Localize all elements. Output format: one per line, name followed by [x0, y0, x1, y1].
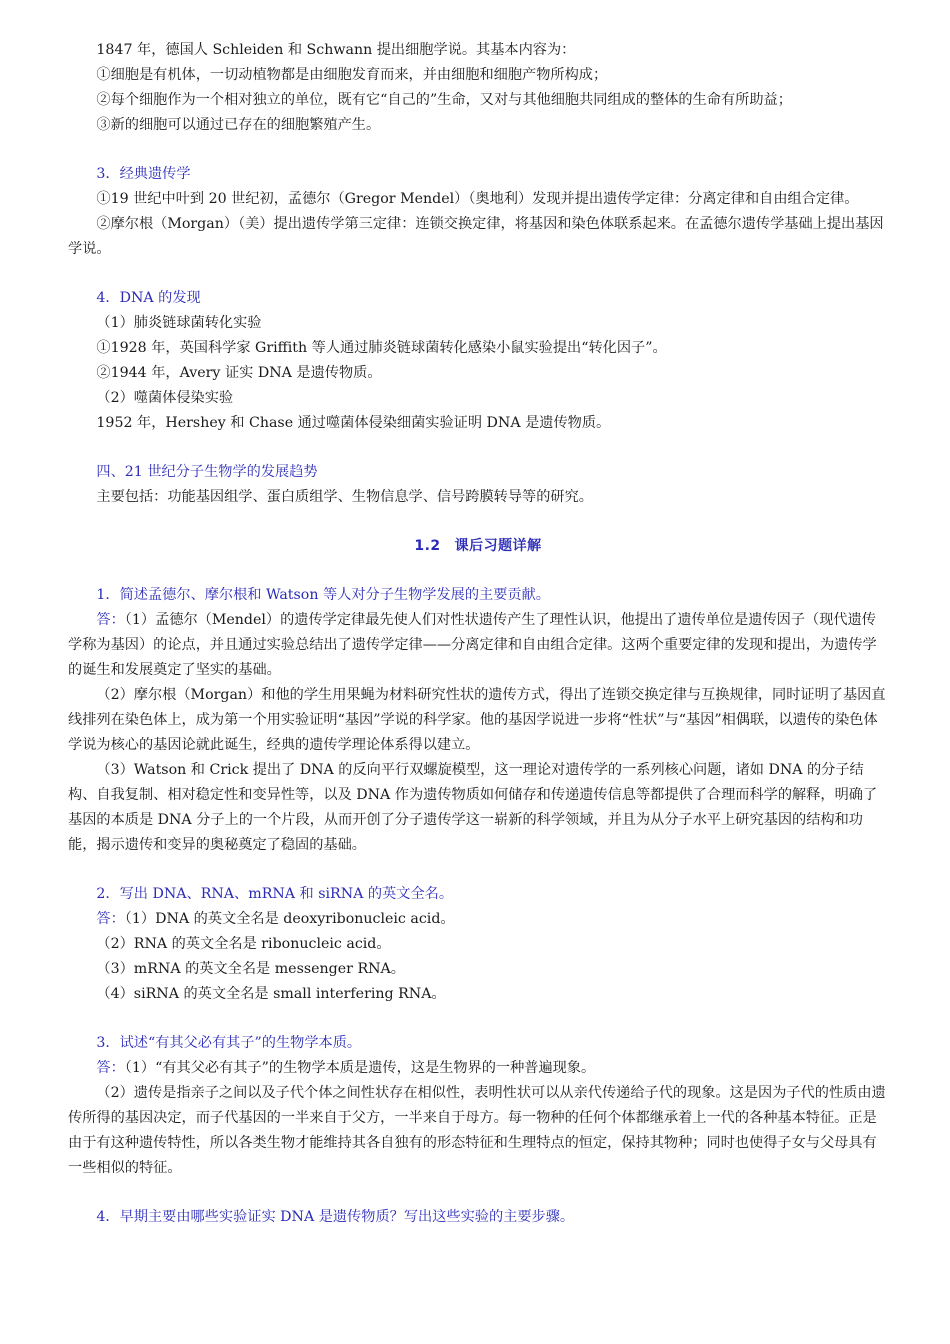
answer-2-part-1-text: （1）DNA 的英文全名是 deoxyribonucleic acid。 [124, 911, 455, 927]
spacer [68, 138, 888, 162]
dna-point-3: 1952 年，Hershey 和 Chase 通过噬菌体侵染细菌实验证明 DNA 是遗传物质。 [96, 415, 611, 431]
classical-genetics-point-2: ②摩尔根（Morgan）（美）提出遗传学第三定律：连锁交换定律，将基因和染色体联系起来。在孟德尔遗传学基础上提出基因学说。 [68, 216, 884, 257]
answer-1-part-2: （2）摩尔根（Morgan）和他的学生用果蝇为材料研究性状的遗传方式，得出了连锁交换定律与互换规律，同时证明了基因直线排列在染色体上，成为第一个用实验证明“基因”学说的科学家。他的基因学说进一步将“性状”与“基因”相偶联，以遗传的染色体学说为核心的基因论就此诞生，经典的遗传学理论体系得以建立。 [68, 687, 886, 753]
answer-label: 答： [96, 612, 125, 628]
section-title [68, 534, 888, 559]
intro-point-3: ③新的细胞可以通过已存在的细胞繁殖产生。 [96, 117, 381, 133]
spacer [68, 1181, 888, 1205]
spacer [68, 858, 888, 882]
spacer [68, 436, 888, 460]
answer-2-part-1 [68, 907, 888, 932]
question-2: 2．写出 DNA、RNA、mRNA 和 siRNA 的英文全名。 [96, 886, 454, 902]
answer-2-part-3: （3）mRNA 的英文全名是 messenger RNA。 [96, 961, 405, 977]
intro-point-1: ①细胞是有机体，一切动植物都是由细胞发育而来，并由细胞和细胞产物所构成； [96, 67, 608, 83]
answer-2-part-2: （2）RNA 的英文全名是 ribonucleic acid。 [96, 936, 391, 952]
heading-classical-genetics: 3．经典遗传学 [96, 166, 191, 182]
spacer [68, 559, 888, 583]
section-title-text: 课后习题详解 [454, 538, 542, 554]
section-number: 1.2 [414, 538, 441, 554]
answer-1-part-3: （3）Watson 和 Crick 提出了 DNA 的反向平行双螺旋模型，这一理论对遗传学的一系列核心问题，诸如 DNA 的分子结构、自我复制、相对稳定性和变异性等，以及 DNA 作为遗传物质如何储存和传递遗传信息等都提供了合理而科学的解释，明确了基因的本质是 DNA 分子上的一个片段，从而开创了分子遗传学这一崭新的科学领域，并且为从分子水平上研究基因的结构和功能，揭示遗传和变异的奥秘奠定了稳固的基础。 [68, 762, 878, 853]
intro-line: 1847 年，德国人 Schleiden 和 Schwann 提出细胞学说。其基本内容为： [96, 42, 576, 58]
heading-21st-century-trends: 四、21 世纪分子生物学的发展趋势 [96, 464, 318, 480]
answer-label: 答： [96, 1060, 125, 1076]
question-1: 1．简述孟德尔、摩尔根和 Watson 等人对分子生物学发展的主要贡献。 [96, 587, 550, 603]
dna-point-2: ②1944 年，Avery 证实 DNA 是遗传物质。 [96, 365, 382, 381]
heading-dna-discovery: 4．DNA 的发现 [96, 290, 201, 306]
answer-1-part-1 [68, 608, 888, 683]
trends-text: 主要包括：功能基因组学、蛋白质组学、生物信息学、信号跨膜转导等的研究。 [96, 489, 593, 505]
dna-sub-heading-2: （2）噬菌体侵染实验 [96, 390, 234, 406]
document-page [68, 38, 888, 1230]
question-3: 3．试述“有其父必有其子”的生物学本质。 [96, 1035, 362, 1051]
dna-sub-heading-1: （1）肺炎链球菌转化实验 [96, 315, 262, 331]
answer-3-part-1-text: （1）“有其父必有其子”的生物学本质是遗传，这是生物界的一种普遍现象。 [124, 1060, 596, 1076]
answer-3-part-2: （2）遗传是指亲子之间以及子代个体之间性状存在相似性，表明性状可以从亲代传递给子代的现象。这是因为子代的性质由遗传所得的基因决定，而子代基因的一半来自于父方，一半来自于母方。每一物种的任何个体都继承着上一代的各种基本特征。正是由于有这种遗传特性，所以各类生物才能维持其各自独有的形态特征和生理特点的恒定，保持其物种；同时也使得子女与父母具有一些相似的特征。 [68, 1085, 886, 1176]
answer-3-part-1 [68, 1056, 888, 1081]
intro-point-2: ②每个细胞作为一个相对独立的单位，既有它“自己的”生命，又对与其他细胞共同组成的整体的生命有所助益； [96, 92, 792, 108]
answer-1-part-1-text: （1）孟德尔（Mendel）的遗传学定律最先使人们对性状遗传产生了理性认识，他提出了遗传单位是遗传因子（现代遗传学称为基因）的论点，并且通过实验总结出了遗传学定律——分离定律和自由组合定律。这两个重要定律的发现和提出，为遗传学的诞生和发展奠定了坚实的基础。 [68, 612, 877, 678]
question-4: 4．早期主要由哪些实验证实 DNA 是遗传物质？写出这些实验的主要步骤。 [96, 1209, 575, 1225]
answer-2-part-4: （4）siRNA 的英文全名是 small interfering RNA。 [96, 986, 446, 1002]
spacer [68, 1007, 888, 1031]
spacer [68, 510, 888, 534]
dna-point-1: ①1928 年，英国科学家 Griffith 等人通过肺炎链球菌转化感染小鼠实验提出“转化因子”。 [96, 340, 667, 356]
answer-label: 答： [96, 911, 125, 927]
classical-genetics-point-1: ①19 世纪中叶到 20 世纪初，孟德尔（Gregor Mendel）（奥地利）发现并提出遗传学定律：分离定律和自由组合定律。 [96, 191, 859, 207]
spacer [68, 262, 888, 286]
